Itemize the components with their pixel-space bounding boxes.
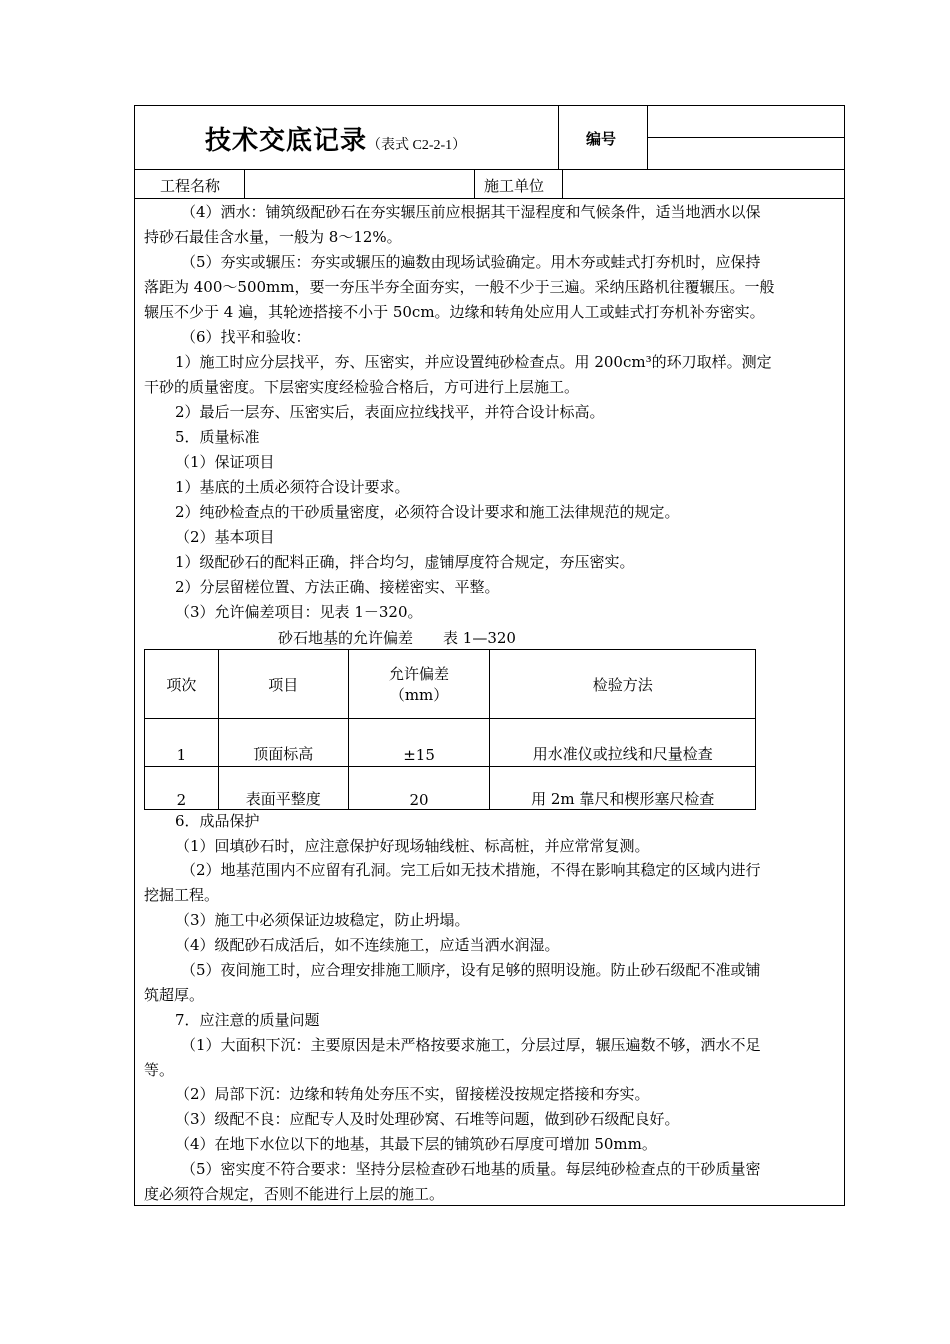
para-line: 挖掘工程。 [144,886,220,904]
header-cell: 项次 [145,650,219,719]
para-line: 2）纯砂检查点的干砂质量密度，必须符合设计要求和施工法律规范的规定。 [175,503,680,521]
form-code: （表式 C2-2-1） [367,138,467,153]
info-divider-3 [562,169,563,198]
para-line: 干砂的质量密度。下层密实度经检验合格后，方可进行上层施工。 [144,378,580,396]
page-title: 技术交底记录（表式 C2-2-1） [205,126,467,156]
para-line: （1）大面积下沉：主要原因是未严格按要求施工，分层过厚，辗压遍数不够，洒水不足 [181,1036,761,1054]
project-name-label: 工程名称 [160,177,221,195]
para-line: （4）级配砂石成活后，如不连续施工，应适当洒水润湿。 [175,936,560,954]
para-line: （2）地基范围内不应留有孔洞。完工后如无技术措施，不得在影响其稳定的区域内进行 [181,861,761,879]
para-line: （5）夜间施工时，应合理安排施工顺序，设有足够的照明设施。防止砂石级配不准或铺 [181,961,761,979]
para-line: 6．成品保护 [175,812,260,830]
table-cell: 20 [348,767,490,810]
para-line: 5．质量标准 [175,428,260,446]
title-divider [558,105,559,169]
header-divider [134,169,845,170]
table-cell: 2 [145,767,219,810]
para-line: （4）洒水：铺筑级配砂石在夯实辗压前应根据其干湿程度和气候条件，适当地洒水以保 [181,203,761,221]
construction-unit-label: 施工单位 [484,177,545,195]
table-row [145,719,756,767]
para-line: （1）回填砂石时，应注意保护好现场轴线桩、标高桩，并应常常复测。 [175,837,650,855]
para-line: 辗压不少于 4 遍，其轮迹搭接不小于 50cm。边缘和转角处应用人工或蛙式打夯机补夯密实。 [144,303,765,321]
para-line: （1）保证项目 [175,453,275,471]
para-line: 1）施工时应分层找平，夯、压密实，并应设置纯砂检查点。用 200cm³的环刀取样。测定 [175,353,772,371]
table-cell: ±15 [348,719,490,767]
header-cell: 项目 [218,650,348,719]
header-cell: 允许偏差 （mm） [348,650,490,719]
info-divider-1 [244,169,245,198]
para-line: 等。 [144,1061,175,1079]
table-cell: 用 2m 靠尺和楔形塞尺检查 [490,767,756,810]
table-header-row [145,650,756,719]
para-line: （5）夯实或辗压：夯实或辗压的遍数由现场试验确定。用木夯或蛙式打夯机时，应保持 [181,253,761,271]
number-label: 编号 [586,130,617,148]
para-line: 度必须符合规定，否则不能进行上层的施工。 [144,1185,445,1203]
para-line: （2）基本项目 [175,528,275,546]
table-cell: 1 [145,719,219,767]
para-line: （6）找平和验收： [181,328,311,346]
para-line: （3）允许偏差项目：见表 1－320。 [175,603,423,621]
para-line: 筑超厚。 [144,986,205,1004]
table-cell: 表面平整度 [218,767,348,810]
para-line: 7．应注意的质量问题 [175,1011,320,1029]
para-line: 2）分层留槎位置、方法正确、接槎密实、平整。 [175,578,500,596]
para-line: 1）级配砂石的配料正确，拌合均匀，虚铺厚度符合规定，夯压密实。 [175,553,635,571]
table-caption: 砂石地基的允许偏差 表 1—320 [278,629,516,647]
para-line: 2）最后一层夯、压密实后，表面应拉线找平，并符合设计标高。 [175,403,605,421]
info-divider-2 [474,169,475,198]
para-line: 持砂石最佳含水量，一般为 8～12%。 [144,228,402,246]
para-line: （3）施工中必须保证边坡稳定，防止坍塌。 [175,911,470,929]
para-line: 落距为 400～500mm，要一夯压半夯全面夯实，一般不少于三遍。采纳压路机往覆辗压。一般 [144,278,775,296]
header-cell: 检验方法 [490,650,756,719]
deviation-table [144,649,756,810]
table-row [145,767,756,810]
para-line: （5）密实度不符合要求：坚持分层检查砂石地基的质量。每层纯砂检查点的干砂质量密 [181,1160,761,1178]
para-line: （3）级配不良：应配专人及时处理砂窝、石堆等问题，做到砂石级配良好。 [175,1110,680,1128]
table-cell: 顶面标高 [218,719,348,767]
number-field-divider [647,137,845,138]
para-line: （2）局部下沉：边缘和转角处夯压不实，留接槎没按规定搭接和夯实。 [175,1085,650,1103]
para-line: （4）在地下水位以下的地基，其最下层的铺筑砂石厚度可增加 50mm。 [175,1135,657,1153]
para-line: 1）基底的土质必须符合设计要求。 [175,478,410,496]
table-cell: 用水准仪或拉线和尺量检查 [490,719,756,767]
info-row-divider [134,198,845,199]
